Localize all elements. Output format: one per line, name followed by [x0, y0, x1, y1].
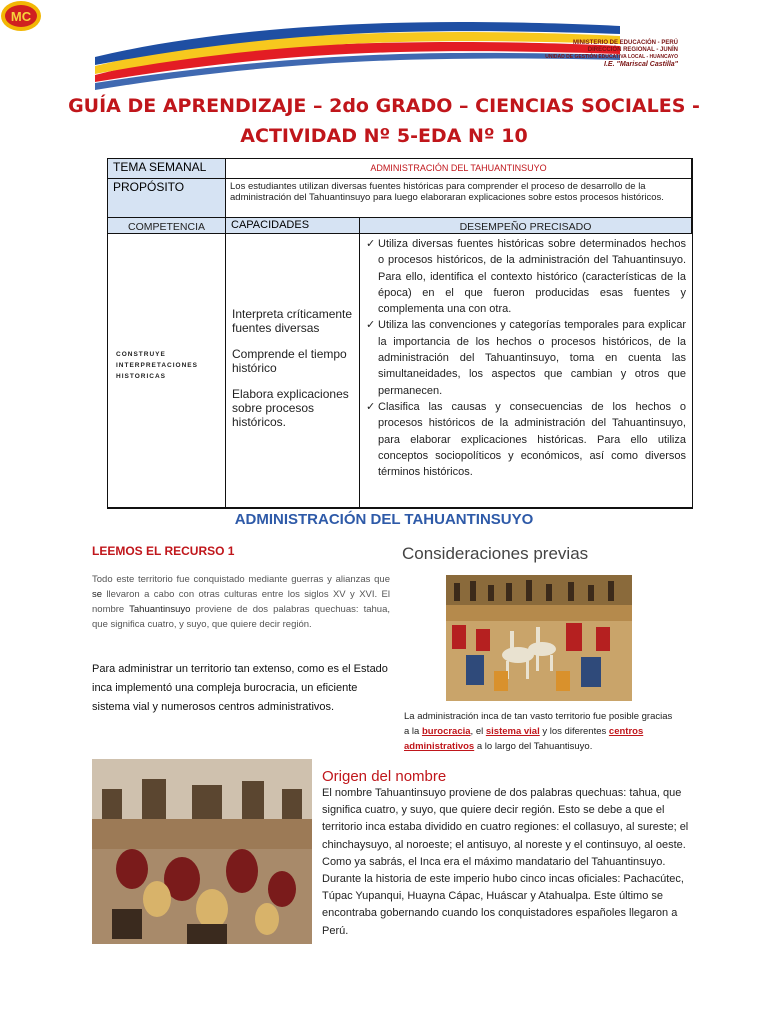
caption-part: , el: [470, 726, 486, 737]
capacidad-item: Elabora explicaciones sobre procesos históricos.: [232, 387, 349, 429]
caption-sistema-vial: sistema vial: [485, 726, 540, 737]
desempeno-item: [366, 399, 686, 480]
paragraph-1-part: Todo este territorio fue conquistado mediante guerras y alianzas que: [92, 574, 390, 585]
ministry-line-3: UNIDAD DE GESTIÓN EDUCATIVA LOCAL - HUANCAYO: [545, 54, 678, 60]
ministry-heading: [528, 40, 678, 68]
info-table: [107, 158, 693, 509]
desempeno-item: [366, 317, 686, 398]
ministry-line-1: MINISTERIO DE EDUCACIÓN - PERÚ: [572, 40, 678, 46]
section-title: ADMINISTRACIÓN DEL TAHUANTINSUYO: [234, 511, 534, 528]
check-icon: ✓: [366, 400, 376, 413]
check-icon: ✓: [366, 238, 376, 250]
consideraciones-caption: [404, 709, 679, 754]
caption-part: y los diferentes: [539, 726, 609, 737]
page-title-line2: ACTIVIDAD Nº 5-EDA Nº 10: [240, 125, 528, 147]
paragraph-2: Para administrar un territorio tan extenso, como es el Estado inca implementó una compleja burocracia, un eficiente sistema vial y numerosos centros administrativos.: [92, 663, 388, 713]
paragraph-1: [92, 572, 390, 632]
col-desempeno: DESEMPEÑO PRECISADO: [360, 218, 692, 234]
check-icon: ✓: [366, 319, 376, 332]
caption-part: a lo largo del Tahuantisuyo.: [474, 741, 593, 752]
proposito-label: PROPÓSITO: [108, 179, 226, 218]
tema-value: ADMINISTRACIÓN DEL TAHUANTINSUYO: [226, 159, 692, 179]
col-capacidades: CAPACIDADES: [226, 218, 360, 234]
consideraciones-title: Consideraciones previas: [402, 544, 589, 563]
header-banner: [0, 0, 768, 95]
ministry-line-2: DIRECCIÓN REGIONAL - JUNÍN: [587, 47, 678, 53]
competencia-line-3: HISTORICAS: [116, 373, 166, 380]
capacidad-item: Comprende el tiempo histórico: [232, 347, 347, 375]
desempeno-text: Utiliza diversas fuentes históricas sobre determinados hechos o procesos históricos, de la administración del Tahuantinsuyo. Para ello, identifica el contexto histórico (características de la época) en el que fueron producidas esas fuentes y complementa una con otra.: [378, 238, 686, 316]
capacidades-cell: [226, 234, 360, 508]
desempeno-cell: [360, 234, 692, 508]
desempeno-item: [366, 236, 686, 317]
caption-burocracia: burocracia: [421, 726, 471, 737]
logo-text: MC: [10, 9, 32, 24]
school-name: I.E. "Mariscal Castilla": [604, 61, 678, 68]
capacidad-item: Interpreta críticamente fuentes diversas: [232, 307, 353, 335]
caption-part: La administración inca de tan vasto territorio fue posible gracias a la: [404, 711, 673, 737]
leemos-heading: LEEMOS EL RECURSO 1: [92, 544, 235, 558]
competencia-line-1: CONSTRUYE: [116, 351, 166, 358]
origen-title: Origen del nombre: [322, 768, 447, 785]
col-competencia: COMPETENCIA: [108, 218, 226, 234]
tema-label: TEMA SEMANAL: [108, 159, 226, 179]
competencia-cell: [108, 234, 226, 508]
inca-battle-image: [92, 759, 312, 944]
origen-text: El nombre Tahuantinsuyo proviene de dos palabras quechuas: tahua, que significa cuatro, y suyo, que quiere decir región. Esto se debe a que el territorio inca estaba dividido en cuatro regiones: el collasuyo, al sureste; el chinchaysuyo, al noroeste; el antisuyo, al noreste y el continsuyo, al oeste. Como ya sabrás, el Inca era el máximo mandatario del Tahuantinsuyo. Durante la historia de este imperio hubo cinco incas oficiales: Pachacútec, Túpac Yupanqui, Huayna Cápac, Huáscar y Atahualpa. Este último se encontraba gobernando cuando los conquistadores españoles llegaron a Perú.: [322, 787, 689, 937]
inca-illustration-image: [446, 575, 632, 701]
paragraph-1-part: se: [92, 589, 103, 600]
competencia-line-2: INTERPRETACIONES: [116, 362, 198, 369]
desempeno-text: Utiliza las convenciones y categorías temporales para explicar la importancia de los hechos o procesos históricos, de la administración del Tahuantinsuyo, toma en cuenta las simultaneidades, los aspectos que cambian y otros que permanecen.: [378, 319, 686, 397]
school-logo: [0, 0, 42, 32]
caption-centros: centros administrativos: [404, 726, 644, 752]
page-title-line1: GUÍA DE APRENDIZAJE – 2do GRADO – CIENCIAS SOCIALES -: [68, 95, 700, 117]
paragraph-1-part: llevaron a cabo con otras culturas entre los siglos XV y XVI. El nombre: [92, 589, 390, 615]
proposito-value: Los estudiantes utilizan diversas fuentes históricas para comprender el proceso de desarrollo de la administración del Tahuantinsuyo para luego elaboraran explicaciones sobre estos procesos históricos.: [226, 179, 692, 218]
desempeno-text: Clasifica las causas y consecuencias de los hechos o procesos históricos de la administración del Tahuantinsuyo, para elaborar explicaciones históricas. Para ello utiliza conceptos sociopolíticos y económicos, así como diversos términos históricos.: [378, 400, 686, 479]
paragraph-1-part: Tahuantinsuyo: [129, 604, 191, 615]
paragraph-1-part: proviene de dos palabras quechuas: tahua, que significa cuatro, y suyo, que quiere decir región.: [92, 604, 390, 630]
